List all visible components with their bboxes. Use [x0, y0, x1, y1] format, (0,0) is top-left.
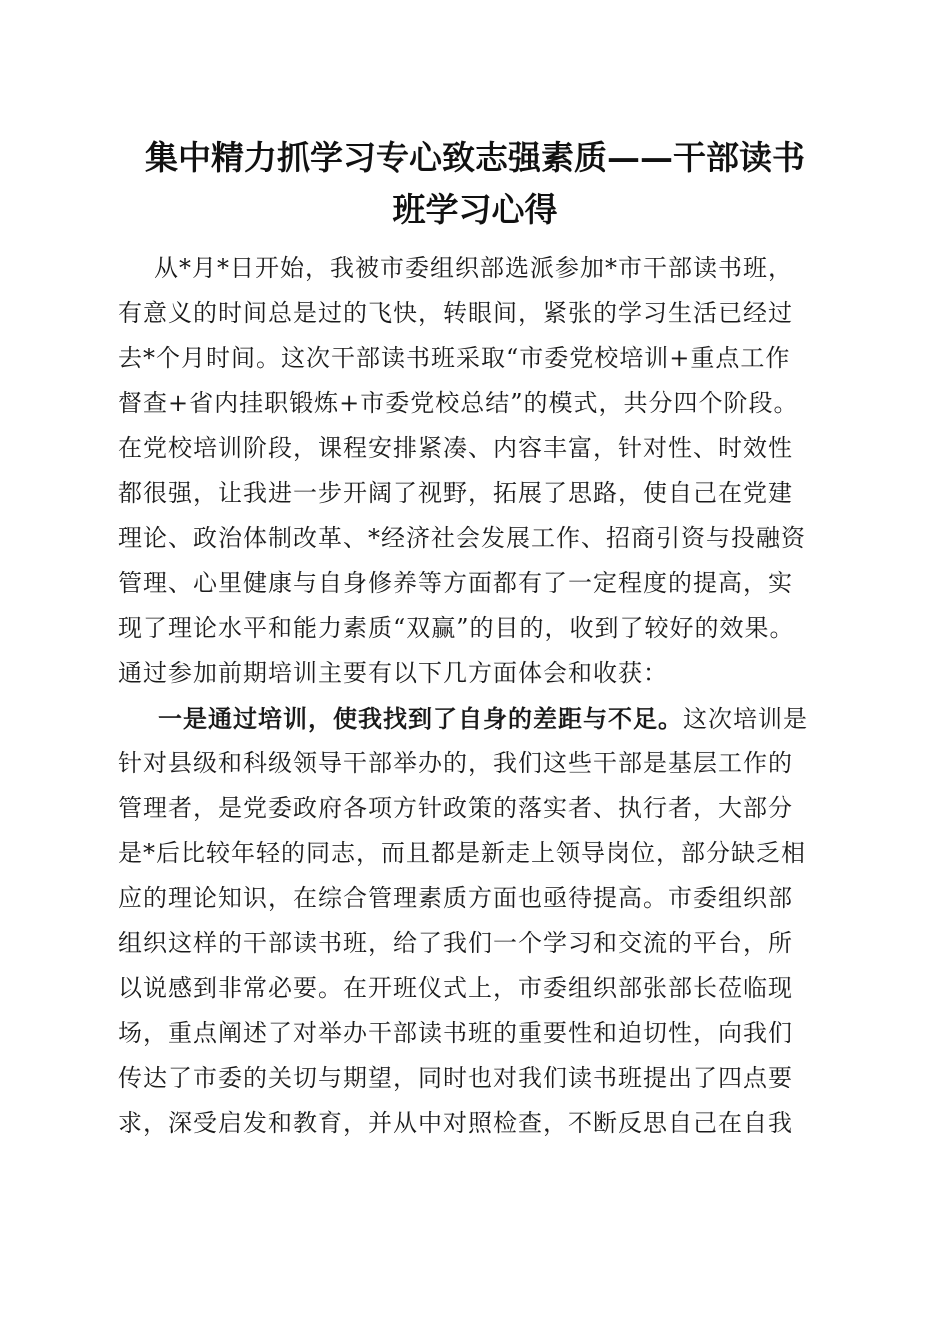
- text-line: 在党校培训阶段，课程安排紧凑、内容丰富，针对性、时效性: [118, 434, 793, 462]
- text-line: 场，重点阐述了对举办干部读书班的重要性和迫切性，向我们: [118, 1019, 793, 1047]
- text-line: 应的理论知识，在综合管理素质方面也亟待提高。市委组织部: [118, 884, 793, 912]
- document-body: [118, 246, 834, 1146]
- paragraph-2: [118, 696, 834, 1146]
- text-line: 理论、政治体制改革、*经济社会发展工作、招商引资与投融资: [118, 524, 806, 552]
- text-line: 以说感到非常必要。在开班仪式上，市委组织部张部长莅临现: [118, 974, 793, 1002]
- text-line: 组织这样的干部读书班，给了我们一个学习和交流的平台，所: [118, 929, 793, 957]
- text-line: 现了理论水平和能力素质“双赢”的目的，收到了较好的效果。: [118, 614, 795, 642]
- text-line: 管理、心里健康与自身修养等方面都有了一定程度的提高，实: [118, 569, 793, 597]
- document-title: [110, 132, 840, 236]
- text-line: 有意义的时间总是过的飞快，转眼间，紧张的学习生活已经过: [118, 299, 793, 327]
- title-line-1: 集中精力抓学习专心致志强素质——干部读书: [145, 138, 805, 177]
- text-line: 是*后比较年轻的同志，而且都是新走上领导岗位，部分缺乏相: [118, 839, 806, 867]
- text-line: 去*个月时间。这次干部读书班采取“市委党校培训+重点工作: [118, 344, 791, 372]
- text-line: 针对县级和科级领导干部举办的，我们这些干部是基层工作的: [118, 749, 793, 777]
- text-line: 通过参加前期培训主要有以下几方面体会和收获：: [118, 659, 668, 687]
- text-line: 传达了市委的关切与期望，同时也对我们读书班提出了四点要: [118, 1064, 793, 1092]
- text-line: 求，深受启发和教育，并从中对照检查，不断反思自己在自我: [118, 1109, 793, 1137]
- paragraph-1: [118, 246, 834, 696]
- text-line: 都很强，让我进一步开阔了视野，拓展了思路，使自己在党建: [118, 479, 793, 507]
- title-line-2: 班学习心得: [392, 190, 558, 229]
- text-line: 督查+省内挂职锻炼+市委党校总结”的模式，共分四个阶段。: [118, 389, 799, 417]
- paragraph-text: 这次培训是: [683, 705, 808, 733]
- paragraph-lead-sentence: 一是通过培训，使我找到了自身的差距与不足。: [158, 704, 683, 733]
- text-line: 管理者，是党委政府各项方针政策的落实者、执行者，大部分: [118, 794, 793, 822]
- text-line: [118, 696, 834, 741]
- text-line: 从*月*日开始，我被市委组织部选派参加*市干部读书班，: [154, 254, 793, 282]
